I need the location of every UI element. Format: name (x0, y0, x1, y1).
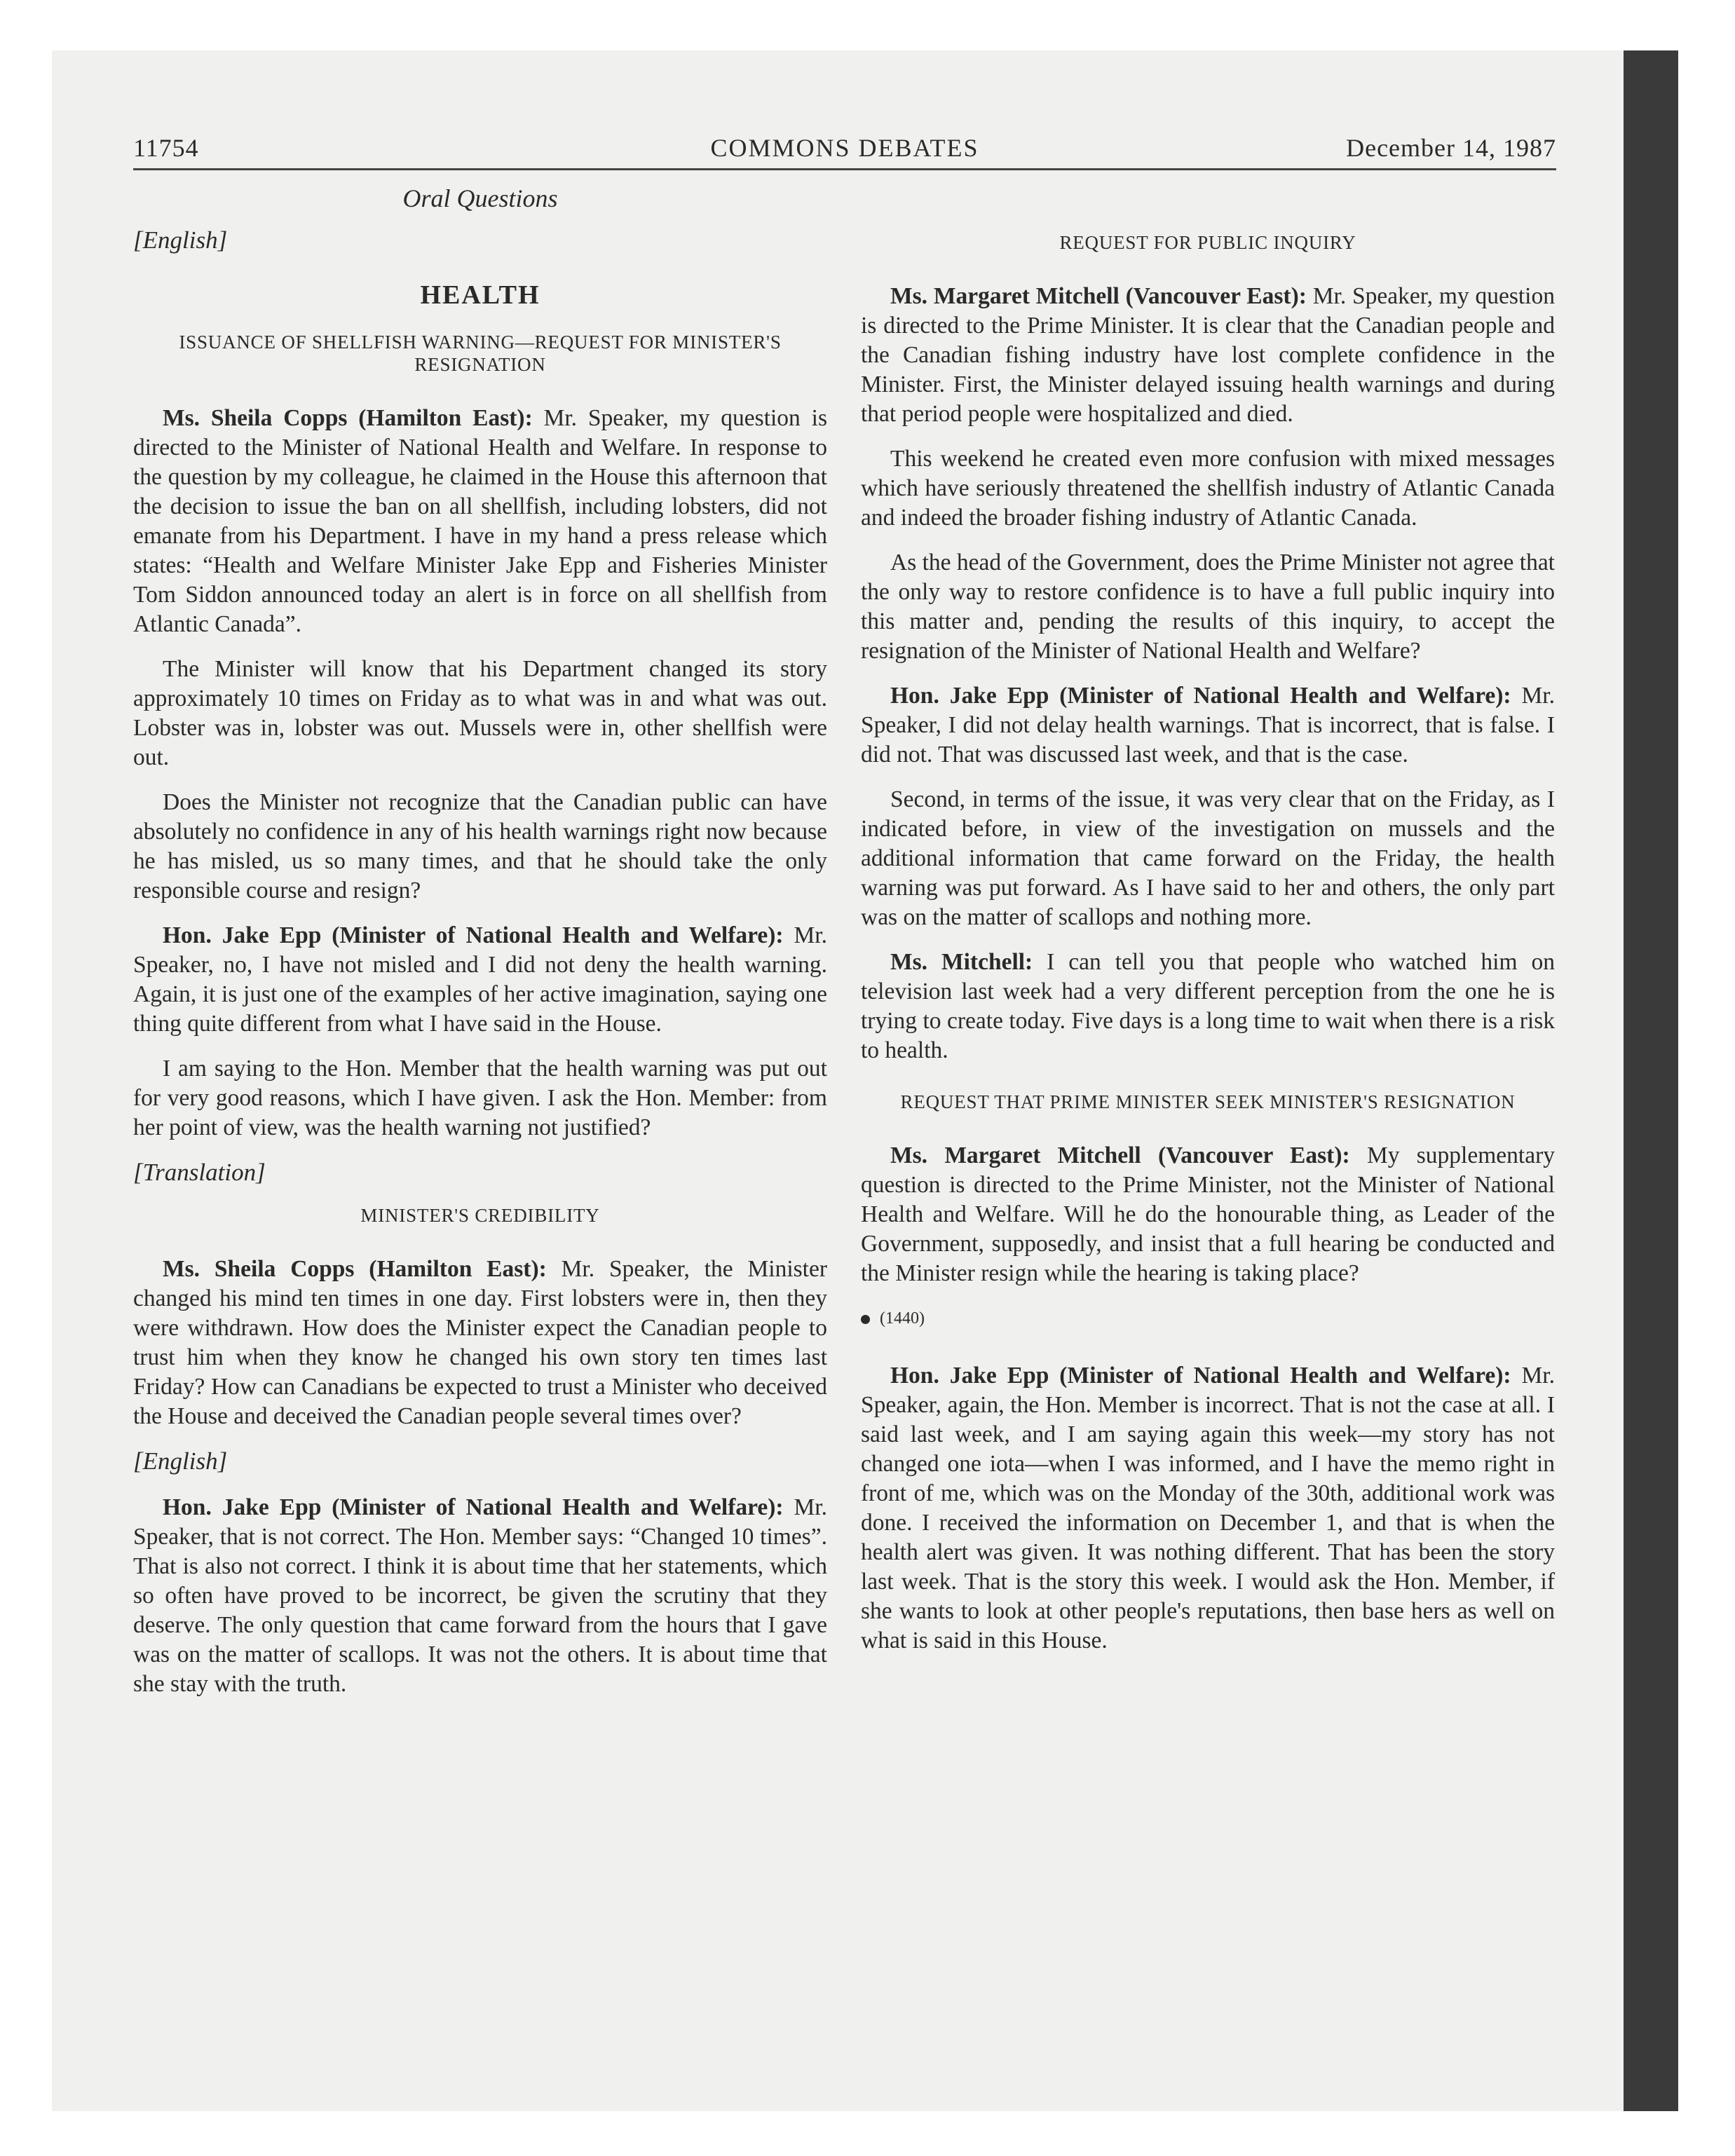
paragraph (133, 1493, 827, 1699)
topic-heading: HEALTH (420, 280, 540, 310)
speech-text: Mr. Speaker, I did not delay health warnings. That is incorrect, that is false. I did not. That was discussed last week, and that is the case. (861, 683, 1555, 767)
paragraph (133, 921, 827, 1039)
speech-text: Mr. Speaker, that is not correct. The Hon. Member says: “Changed 10 times”. That is also not correct. I think it is about time that her statements, which so often have proved to be incorrect, be given the scrutiny that they deserve. The only question that came forward from the hours that I gave was on the matter of scallops. It was not the others. It is about time that she stay with the truth. (133, 1494, 827, 1697)
page-number: 11754 (133, 134, 199, 162)
paragraph (861, 948, 1555, 1065)
scan-edge-bar (1624, 50, 1678, 2111)
speaker-name: Hon. Jake Epp (Minister of National Health and Welfare): (890, 683, 1511, 709)
speech-text: Mr. Speaker, my question is directed to the Minister of National Health and Welfare. In response to the question by my colleague, he claimed in the House this afternoon that the decision to issue the ban on all shellfish, including lobsters, did not emanate from his Department. I have in my hand a press release which states: “Health and Welfare Minister Jake Epp and Fisheries Minister Tom Siddon announced today an alert is in force on all shellfish from Atlantic Canada”. (133, 405, 827, 637)
speech-text: Mr. Speaker, again, the Hon. Member is incorrect. That is not the case at all. I said last week, and I am saying again this week—my story has not changed one iota—when I was informed, and I have the memo right in front of me, which was on the Monday of the 30th, additional work was done. I received the information on December 1, and that is when the health alert was given. It was nothing different. That has been the story last week. That is the story this week. I would ask the Hon. Member, if she wants to look at other people's reputations, then base hers as well on what is said in this House. (861, 1363, 1555, 1653)
bullet-icon (861, 1315, 870, 1324)
speaker-name: Ms. Sheila Copps (Hamilton East): (163, 405, 533, 431)
subheading: REQUEST THAT PRIME MINISTER SEEK MINISTER'S RESIGNATION (900, 1091, 1516, 1112)
speech-text: Mr. Speaker, the Minister changed his mind ten times in one day. First lobsters were in, then they were withdrawn. How does the Minister expect the Canadian people to trust him when they know he changed his own story ten times last Friday? How can Canadians be expected to trust a Minister who deceived the House and deceived the Canadian people several times over? (133, 1256, 828, 1429)
speaker-name: Hon. Jake Epp (Minister of National Health and Welfare): (163, 922, 784, 948)
subheading: MINISTER'S CREDIBILITY (360, 1205, 600, 1226)
paragraph: The Minister will know that his Department changed its story approximately 10 times on Friday as to what was in and what was out. Lobster was in, lobster was out. Mussels were in, other shellfish were out. (133, 656, 827, 770)
paragraph: This weekend he created even more confusion with mixed messages which have seriously threatened the shellfish industry of Atlantic Canada and indeed the broader fishing industry of Atlantic Canada. (861, 446, 1555, 531)
publication-date: December 14, 1987 (1346, 134, 1556, 162)
language-note: [English] (133, 226, 228, 254)
speech-text: I can tell you that people who watched him on television last week had a very different perception from the one he is trying to create today. Five days is a long time to wait when there is a risk to health. (861, 949, 1555, 1063)
language-note: [Translation] (133, 1159, 266, 1186)
time-marker (861, 1304, 1555, 1333)
paragraph (861, 681, 1555, 770)
subheading: ISSUANCE OF SHELLFISH WARNING—REQUEST FOR MINISTER'S RESIGNATION (179, 332, 782, 375)
speaker-name: Ms. Margaret Mitchell (Vancouver East): (890, 283, 1307, 309)
paragraph: Second, in terms of the issue, it was very clear that on the Friday, as I indicated before, in view of the investigation on mussels and the additional information that came forward on the Friday, the health warning was put forward. As I have said to her and others, the only part was on the matter of scallops and nothing more. (861, 786, 1555, 930)
paragraph (861, 1141, 1555, 1288)
right-column (861, 226, 1555, 1671)
subheading: REQUEST FOR PUBLIC INQUIRY (1059, 232, 1356, 253)
language-note: [English] (133, 1447, 228, 1475)
speaker-name: Ms. Margaret Mitchell (Vancouver East): (890, 1142, 1350, 1168)
publication-title: COMMONS DEBATES (710, 134, 979, 162)
speaker-name: Hon. Jake Epp (Minister of National Health and Welfare): (163, 1494, 784, 1520)
speech-text: My supplementary question is directed to the Prime Minister, not the Minister of National Health and Welfare. Will he do the honourable thing, as Leader of the Government, supposedly, and insist that a full hearing be conducted and the Minister resign while the hearing is taking place? (861, 1142, 1555, 1286)
paragraph: I am saying to the Hon. Member that the health warning was put out for very good reasons, which I have given. I ask the Hon. Member: from her point of view, was the health warning not justified? (133, 1056, 827, 1140)
paragraph (133, 404, 827, 639)
speech-text: Mr. Speaker, my question is directed to the Prime Minister. It is clear that the Canadian people and the Canadian fishing industry have lost complete confidence in the Minister. First, the Minister delayed issuing health warnings and during that period people were hospitalized and died. (861, 283, 1555, 427)
paragraph (861, 282, 1555, 429)
speaker-name: Ms. Mitchell: (890, 949, 1033, 975)
paragraph: As the head of the Government, does the Prime Minister not agree that the only way to restore confidence is to have a full public inquiry into this matter and, pending the results of this inquiry, to accept the resignation of the Minister of National Health and Welfare? (861, 550, 1555, 664)
section-title: Oral Questions (402, 184, 558, 212)
time-marker-text: (1440) (880, 1309, 925, 1328)
speaker-name: Hon. Jake Epp (Minister of National Health and Welfare): (890, 1363, 1511, 1389)
speaker-name: Ms. Sheila Copps (Hamilton East): (163, 1256, 547, 1282)
running-header (133, 133, 1556, 170)
speech-text: Mr. Speaker, no, I have not misled and I did not deny the health warning. Again, it is just one of the examples of her active imagination, saying one thing quite different from what I have said in the House. (133, 922, 827, 1037)
paragraph (133, 1255, 827, 1431)
paragraph: Does the Minister not recognize that the Canadian public can have absolutely no confidence in any of his health warnings right now because he has misled, us so many times, and that he should take the only responsible course and resign? (133, 789, 827, 903)
paragraph (861, 1361, 1555, 1656)
left-column (133, 226, 827, 1714)
